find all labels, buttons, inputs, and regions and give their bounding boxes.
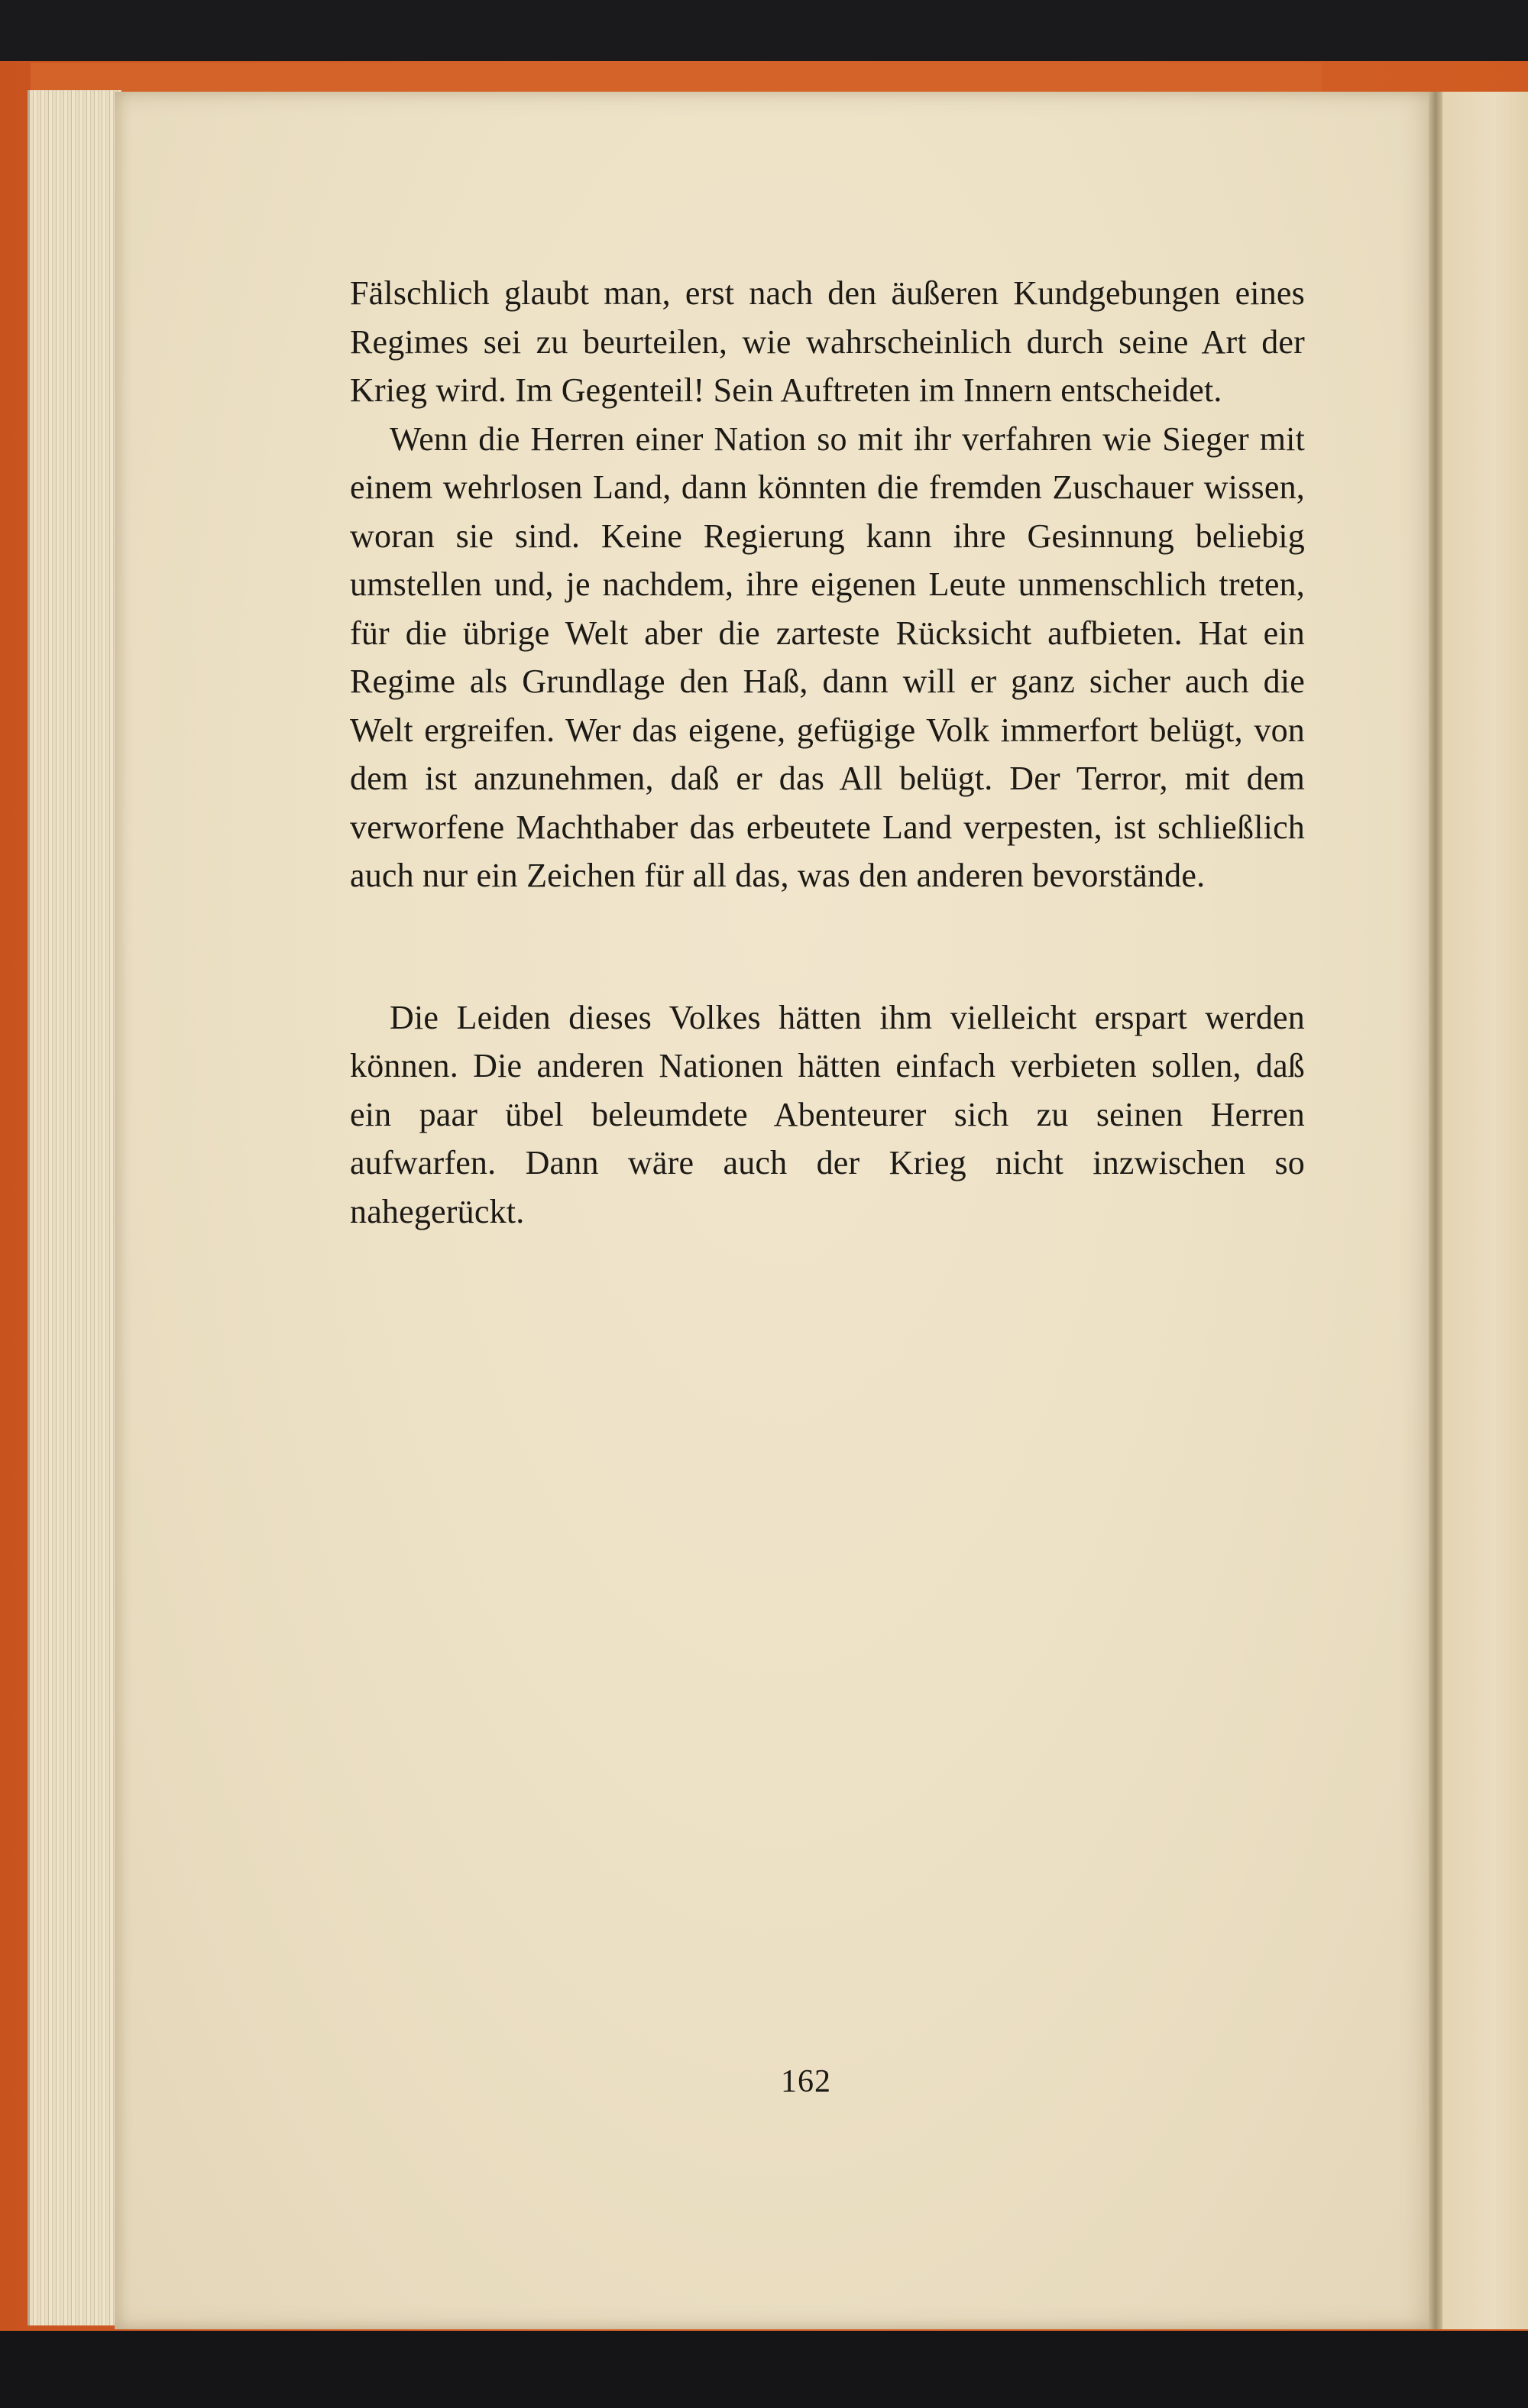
book-gutter [1429,92,1442,2329]
page-number-wrapper [0,2063,1528,2100]
page-text [350,269,1305,1236]
page-edges [28,90,121,2325]
paragraph-2: Wenn die Herren einer Nation so mit ihr verfahren wie Sieger mit einem wehrlosen Land, dann könnten die fremden Zuschauer wissen, woran sie sind. Keine Regierung kann ihre Gesinnung beliebig umstellen und, je nachdem, ihre eigenen Leute unmenschlich treten, für die übrige Welt aber die zarteste Rücksicht aufbieten. Hat ein Regime als Grundlage den Haß, dann will er ganz sicher auch die Welt ergreifen. Wer das eigene, gefügige Volk immerfort belügt, von dem ist anzunehmen, daß er das All belügt. Der Terror, mit dem verworfene Machthaber das erbeutete Land verpesten, ist schließlich auch nur ein Zeichen für all das, was den anderen bevorstände. [350,420,1305,894]
facing-page [1442,92,1528,2329]
paragraph-1: Fälschlich glaubt man, erst nach den äußeren Kundgebungen eines Regimes sei zu beurteilen, wie wahrscheinlich durch seine Art der Krieg wird. Im Gegenteil! Sein Auftreten im Innern entscheidet. [350,274,1305,409]
book-cover-edge [31,63,1322,95]
background-top [0,0,1528,69]
paragraph-3: Die Leiden dieses Volkes hätten ihm vielleicht erspart werden können. Die anderen Nationen hätten einfach verbieten sollen, daß ein paar übel beleumdete Abenteurer sich zu seinen Herren aufwarfen. Dann wäre auch der Krieg nicht inzwischen so nahegerückt. [350,998,1305,1230]
page-number: 162 [781,2064,831,2099]
background-bottom [0,2331,1528,2408]
